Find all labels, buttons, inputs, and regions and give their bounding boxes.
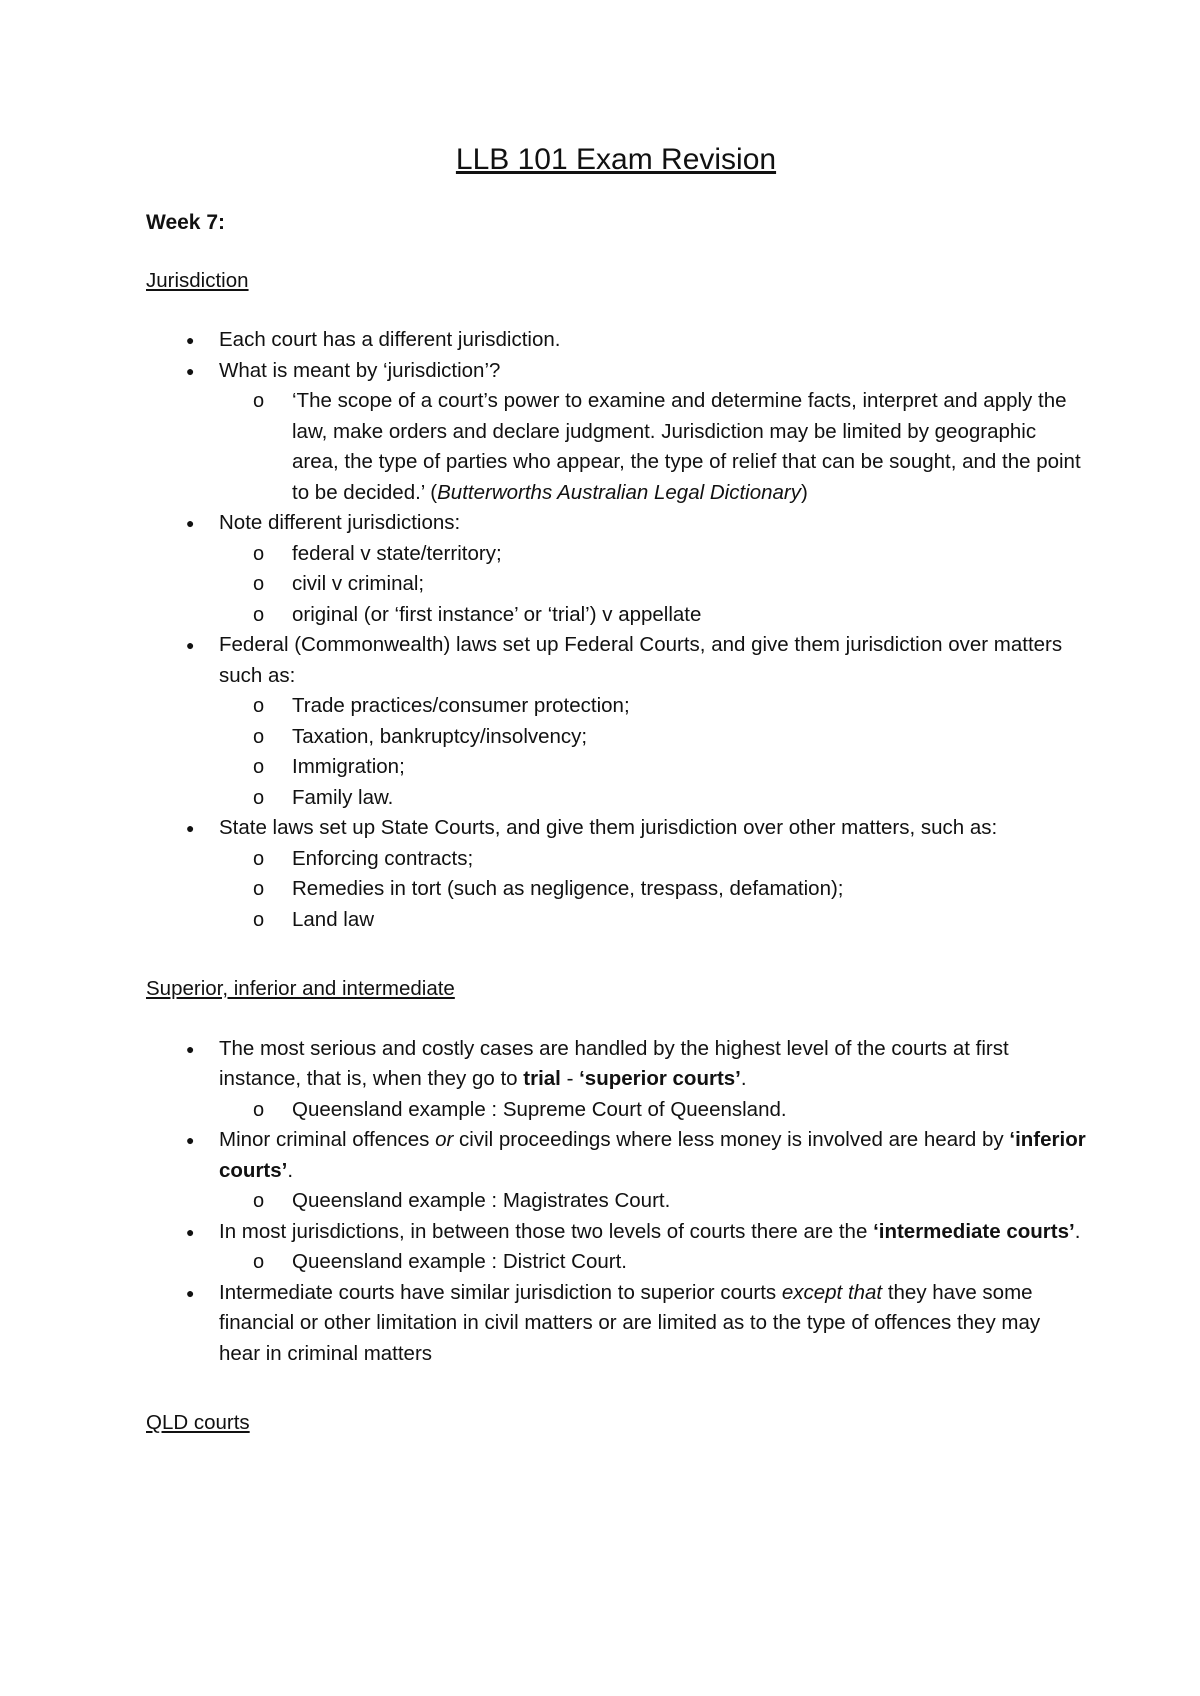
list-item: [146, 1125, 1086, 1217]
sub-list: [219, 691, 1086, 813]
bullet-icon: ●: [186, 1040, 195, 1057]
sub-list: [219, 386, 1086, 508]
definition-text: ‘The scope of a court’s power to examine and determine facts, interpret and apply the law, make orders and declare judgment. Jurisdiction may be limited by geographic area, the type of parties who appear, the type of relief that can be sought, and the point to be decided.’ (: [292, 389, 1081, 504]
bold-term-inferior-courts: ‘inferior courts’: [219, 1128, 1086, 1182]
italic-term-except-that: except that: [781, 1280, 883, 1304]
sub-list-item-text: Enforcing contracts;: [292, 846, 474, 870]
bullet-icon: ●: [186, 1223, 195, 1240]
list-item-text: .: [740, 1067, 747, 1090]
list-item: [146, 1278, 1086, 1370]
list-item: [146, 325, 1086, 356]
definition-close: ): [800, 480, 808, 504]
bullet-icon: ●: [186, 515, 195, 531]
sub-list-item: [219, 569, 1086, 600]
sub-list-item-text: Immigration;: [292, 755, 405, 778]
sub-list: [219, 539, 1086, 631]
list-item-text: Intermediate courts have similar jurisdiction to superior courts: [219, 1280, 782, 1304]
sub-list-item-text: federal v state/territory;: [292, 541, 502, 565]
sub-bullet-icon: o: [253, 878, 265, 900]
sub-list-item: [219, 1247, 1086, 1278]
sub-list-item: [219, 783, 1086, 814]
list-item-text: -: [560, 1067, 580, 1090]
sub-bullet-icon: o: [253, 695, 265, 717]
bold-term-intermediate-courts: ‘intermediate courts’: [873, 1219, 1075, 1243]
list-item-text: Each court has a different jurisdiction.: [219, 328, 561, 351]
sub-list-item-text: Family law.: [292, 785, 394, 809]
bold-term-superior-courts: ‘superior courts’: [579, 1067, 741, 1090]
sub-list-item-text: civil v criminal;: [292, 572, 425, 595]
sub-list-item: [219, 722, 1086, 753]
document-title: LLB 101 Exam Revision: [455, 143, 777, 176]
list-item: [146, 813, 1086, 935]
list-item: [146, 1034, 1086, 1126]
sub-bullet-icon: o: [253, 603, 265, 626]
sub-list-item-text: Trade practices/consumer protection;: [292, 694, 630, 717]
sub-list-item: [219, 539, 1086, 570]
sub-list-item-text: Queensland example : Supreme Court of Queensland.: [292, 1097, 787, 1121]
sub-list-item-text: Queensland example : District Court.: [292, 1250, 627, 1273]
list-item-text: Federal (Commonwealth) laws set up Federal Courts, and give them jurisdiction over matters such as:: [219, 633, 1063, 687]
sub-list-item: [219, 386, 1086, 508]
list-item-text: In most jurisdictions, in between those two levels of courts there are the: [219, 1219, 874, 1243]
list-item: [146, 630, 1086, 813]
bullet-icon: ●: [186, 362, 195, 379]
sub-list-item: [219, 1095, 1086, 1126]
list-item-text: State laws set up State Courts, and give them jurisdiction over other matters, such as:: [219, 816, 998, 839]
list-item: [146, 1217, 1086, 1278]
list-item-text: Minor criminal offences: [219, 1128, 436, 1151]
sub-list-item-text: Taxation, bankruptcy/insolvency;: [292, 724, 588, 748]
definition-source: Butterworths Australian Legal Dictionary: [437, 480, 801, 504]
sub-list-item: [219, 874, 1086, 905]
sub-bullet-icon: o: [253, 786, 265, 809]
sub-bullet-icon: o: [253, 908, 265, 931]
sub-list-item-text: Remedies in tort (such as negligence, trespass, defamation);: [292, 877, 844, 900]
courts-hierarchy-list: [146, 1034, 1086, 1370]
section-heading-jurisdiction: Jurisdiction: [146, 268, 249, 292]
list-item-text: .: [287, 1158, 294, 1182]
list-item-text: Note different jurisdictions:: [219, 511, 461, 534]
sub-bullet-icon: o: [253, 1098, 265, 1121]
sub-bullet-icon: o: [253, 542, 265, 565]
sub-list: [219, 1186, 1086, 1217]
sub-list: [219, 1095, 1086, 1126]
sub-list-item: [219, 752, 1086, 783]
list-item-text: civil proceedings where less money is involved are heard by: [453, 1128, 1010, 1151]
sub-list-item: [219, 905, 1086, 936]
sub-bullet-icon: o: [253, 756, 265, 778]
list-item-text: What is meant by ‘jurisdiction’?: [219, 358, 501, 382]
sub-bullet-icon: o: [253, 847, 265, 870]
bullet-icon: ●: [186, 637, 195, 653]
sub-list: [219, 1247, 1086, 1278]
document-content: [146, 140, 1086, 1439]
sub-list-item: [219, 600, 1086, 631]
list-item-text: The most serious and costly cases are handled by the highest level of the courts at first instance, that is, when they go to: [219, 1036, 1009, 1090]
list-item: [146, 356, 1086, 509]
bold-term-trial: trial: [523, 1067, 561, 1090]
sub-list-item: [219, 691, 1086, 722]
sub-bullet-icon: o: [253, 1190, 265, 1212]
sub-list-item-text: original (or ‘first instance’ or ‘trial’) v appellate: [292, 602, 702, 626]
bullet-icon: ●: [186, 820, 195, 836]
section-heading-qld-courts: QLD courts: [146, 1411, 250, 1434]
sub-bullet-icon: o: [253, 390, 265, 412]
bullet-icon: ●: [186, 332, 195, 348]
sub-list-item: [219, 1186, 1086, 1217]
bullet-icon: ●: [186, 1132, 195, 1148]
section-heading-superior: Superior, inferior and intermediate: [146, 977, 455, 1000]
sub-list-item-text: Queensland example : Magistrates Court.: [292, 1189, 671, 1212]
bullet-icon: ●: [186, 1284, 195, 1301]
jurisdiction-list: [146, 325, 1086, 935]
sub-list-item-text: Land law: [292, 907, 375, 931]
italic-term-or: or: [435, 1128, 454, 1151]
sub-bullet-icon: o: [253, 725, 265, 748]
sub-bullet-icon: o: [253, 573, 265, 595]
sub-list-item: [219, 844, 1086, 875]
sub-list: [219, 844, 1086, 936]
week-heading: Week 7:: [146, 211, 225, 234]
list-item-text: .: [1074, 1219, 1081, 1243]
sub-bullet-icon: o: [253, 1251, 265, 1273]
list-item: [146, 508, 1086, 630]
list-item-text: they have some financial or other limitation in civil matters or are limited as to the type of offences they may hear in criminal matters: [219, 1280, 1041, 1365]
